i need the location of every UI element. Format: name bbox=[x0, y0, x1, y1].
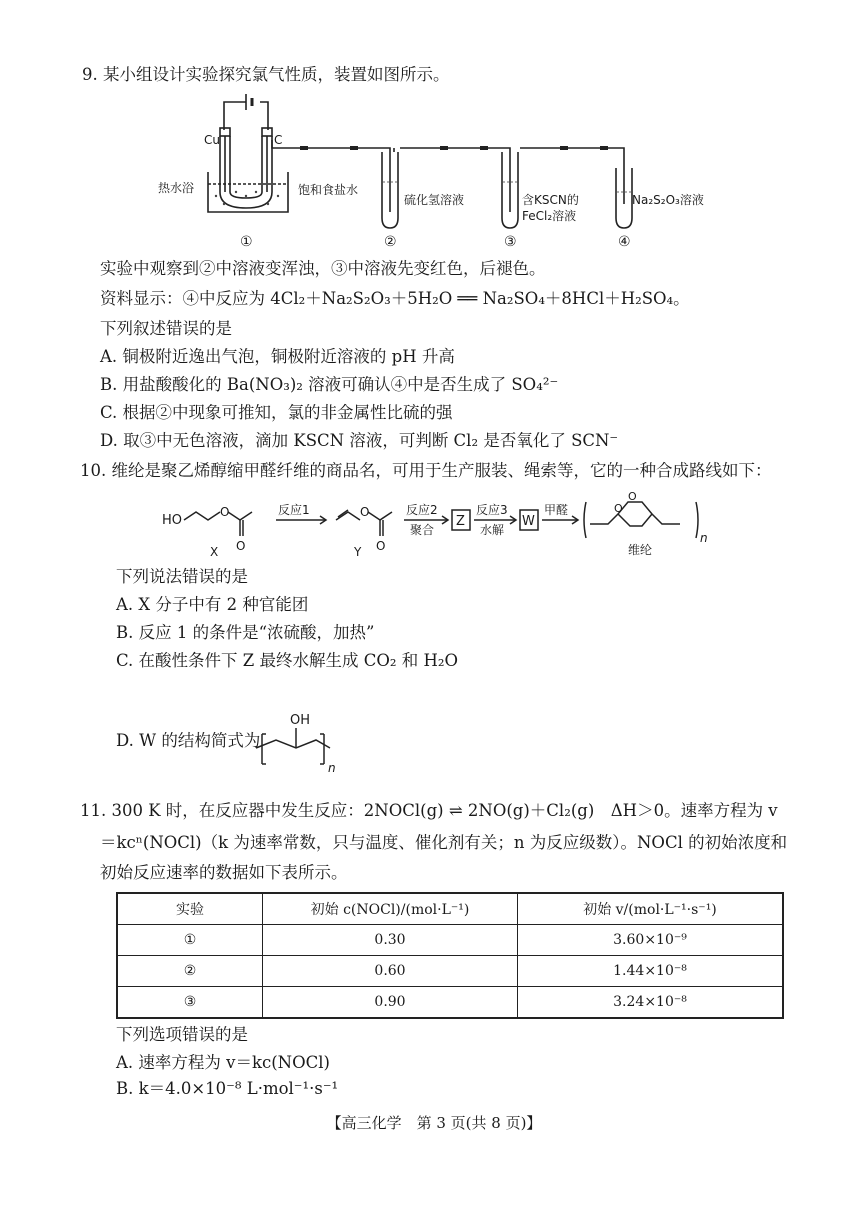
table-cell: ② bbox=[117, 956, 263, 987]
q9-info: 资料显示：④中反应为 4Cl₂＋Na₂S₂O₃＋5H₂O ══ Na₂SO₄＋8HCl＋H₂SO₄。 bbox=[100, 289, 690, 308]
r2b-label: 聚合 bbox=[410, 523, 435, 537]
tube4-label: Na₂S₂O₃溶液 bbox=[632, 193, 704, 207]
q9-apparatus-figure bbox=[150, 92, 710, 254]
page-footer: 【高三化学 第 3 页(共 8 页)】 bbox=[326, 1114, 542, 1132]
q9-option-d: D. 取③中无色溶液，滴加 KSCN 溶液，可判断 Cl₂ 是否氧化了 SCN⁻ bbox=[100, 431, 619, 450]
table-cell: 3.60×10⁻⁹ bbox=[518, 925, 784, 956]
q10-ask: 下列说法错误的是 bbox=[116, 567, 248, 586]
q10-option-c: C. 在酸性条件下 Z 最终水解生成 CO₂ 和 H₂O bbox=[116, 651, 459, 670]
q9-option-a: A. 铜极附近逸出气泡，铜极附近溶液的 pH 升高 bbox=[100, 347, 455, 366]
w-label: W bbox=[522, 514, 535, 529]
vinylon-n: n bbox=[700, 531, 708, 545]
table-row bbox=[117, 987, 783, 1019]
bath-label: 热水浴 bbox=[158, 181, 195, 195]
electrode-cu-label: Cu bbox=[204, 133, 220, 147]
q11-stem-3: 初始反应速率的数据如下表所示。 bbox=[100, 863, 348, 882]
ho-label: HO bbox=[162, 513, 183, 528]
q10-option-a: A. X 分子中有 2 种官能团 bbox=[116, 595, 309, 614]
q10-stem: 10. 维纶是聚乙烯醇缩甲醛纤维的商品名，可用于生产服装、绳索等，它的一种合成路线如下： bbox=[80, 461, 772, 480]
q9-option-b: B. 用盐酸酸化的 Ba(NO₃)₂ 溶液可确认④中是否生成了 SO₄²⁻ bbox=[100, 375, 559, 394]
table-cell: 1.44×10⁻⁸ bbox=[518, 956, 784, 987]
q10-option-b: B. 反应 1 的条件是“浓硫酸，加热” bbox=[116, 623, 375, 642]
salt-water-label: 饱和食盐水 bbox=[298, 183, 359, 197]
q11-option-a: A. 速率方程为 v＝kc(NOCl) bbox=[116, 1053, 330, 1072]
d-n-label: n bbox=[328, 761, 336, 774]
q10-synthesis-scheme bbox=[158, 490, 718, 568]
r3b-label: 水解 bbox=[480, 523, 505, 537]
y-carbonyl-o: O bbox=[376, 539, 386, 553]
vinylon-o1: O bbox=[628, 490, 637, 503]
table-header-cell: 初始 v/(mol·L⁻¹·s⁻¹) bbox=[518, 893, 784, 925]
table-cell: 0.30 bbox=[263, 925, 518, 956]
table-cell: 0.60 bbox=[263, 956, 518, 987]
q9-option-c: C. 根据②中现象可推知，氯的非金属性比硫的强 bbox=[100, 403, 453, 422]
d-oh-label: OH bbox=[290, 713, 311, 728]
q11-ask: 下列选项错误的是 bbox=[116, 1025, 248, 1044]
num-1: ① bbox=[240, 234, 253, 250]
x-o-label: O bbox=[220, 505, 230, 519]
x-carbonyl-o: O bbox=[236, 539, 246, 553]
q10-option-d: D. W 的结构简式为 bbox=[116, 731, 261, 750]
rate-data-table bbox=[116, 892, 784, 1019]
table-cell: ① bbox=[117, 925, 263, 956]
table-cell: 0.90 bbox=[263, 987, 518, 1019]
num-3: ③ bbox=[504, 234, 517, 250]
table-row bbox=[117, 925, 783, 956]
x-label: X bbox=[210, 545, 219, 559]
table-row bbox=[117, 956, 783, 987]
q10-option-d-structure bbox=[254, 712, 344, 774]
r1-label: 反应1 bbox=[278, 503, 310, 517]
table-header-row bbox=[117, 893, 783, 925]
vinylon-label: 维纶 bbox=[628, 543, 653, 557]
table-cell: ③ bbox=[117, 987, 263, 1019]
q11-stem-1: 11. 300 K 时，在反应器中发生反应：2NOCl(g) ⇌ 2NO(g)＋Cl₂(g) ΔH＞0。速率方程为 v bbox=[80, 801, 778, 820]
r2-label: 反应2 bbox=[406, 503, 438, 517]
vinylon-o2: O bbox=[614, 502, 623, 515]
q11-option-b: B. k＝4.0×10⁻⁸ L·mol⁻¹·s⁻¹ bbox=[116, 1079, 339, 1098]
y-o-label: O bbox=[360, 505, 370, 519]
z-label: Z bbox=[456, 514, 465, 529]
table-header-cell: 初始 c(NOCl)/(mol·L⁻¹) bbox=[263, 893, 518, 925]
q9-ask: 下列叙述错误的是 bbox=[100, 319, 232, 338]
tube2-label: 硫化氢溶液 bbox=[404, 193, 465, 207]
electrode-c-label: C bbox=[274, 133, 283, 147]
table-header-cell: 实验 bbox=[117, 893, 263, 925]
num-4: ④ bbox=[618, 234, 631, 250]
q9-stem: 9. 某小组设计实验探究氯气性质，装置如图所示。 bbox=[82, 65, 450, 84]
q9-observation: 实验中观察到②中溶液变浑浊，③中溶液先变红色，后褪色。 bbox=[100, 259, 546, 278]
q11-stem-2: ＝kcⁿ(NOCl)（k 为速率常数，只与温度、催化剂有关；n 为反应级数）。NOCl 的初始浓度和 bbox=[100, 833, 788, 852]
tube3-label-2: FeCl₂溶液 bbox=[522, 209, 577, 223]
num-2: ② bbox=[384, 234, 397, 250]
y-label: Y bbox=[354, 545, 362, 559]
tube3-label-1: 含KSCN的 bbox=[522, 193, 579, 207]
r3-label: 反应3 bbox=[476, 503, 508, 517]
table-cell: 3.24×10⁻⁸ bbox=[518, 987, 784, 1019]
hcho-label: 甲醛 bbox=[544, 503, 569, 517]
